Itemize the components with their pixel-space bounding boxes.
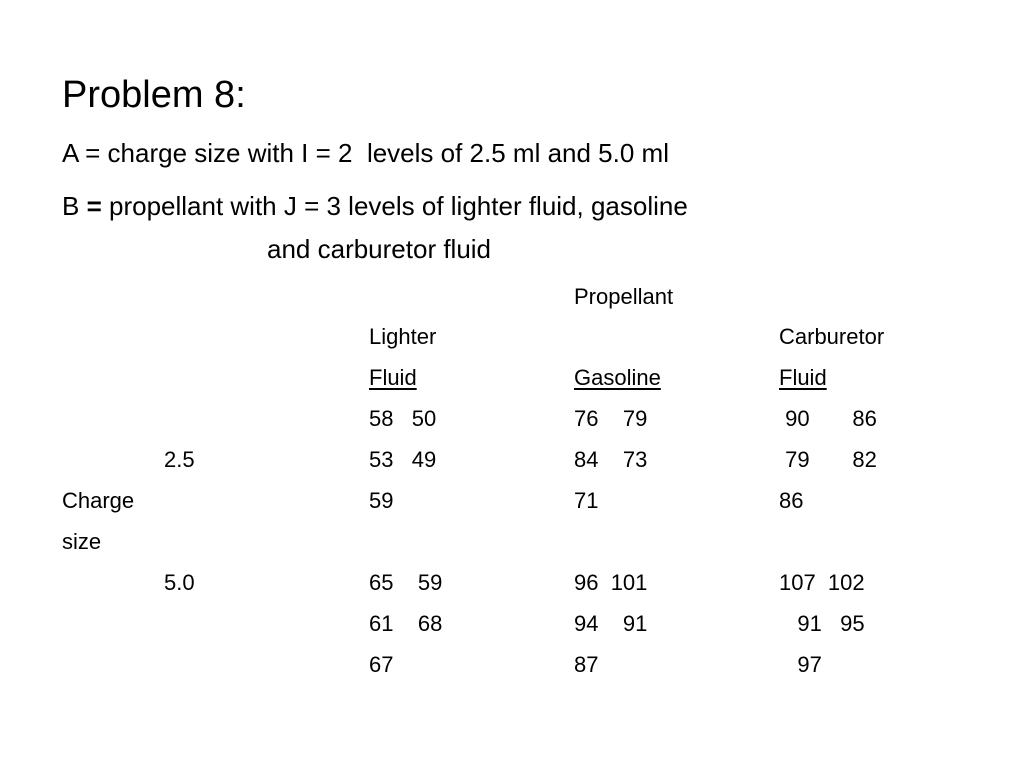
column-group-header: Propellant xyxy=(574,284,674,309)
cell-2.5-lighter-2: 53 49 xyxy=(369,447,437,472)
cell-5.0-gasoline-3: 87 xyxy=(574,652,599,677)
row-label-2.5: 2.5 xyxy=(164,447,195,472)
cell-2.5-carburetor-2: 79 82 xyxy=(779,447,877,472)
row-group-header-line1: Charge xyxy=(62,488,135,513)
factor-a-description: A = charge size with I = 2 levels of 2.5 ml and 5.0 ml xyxy=(62,138,669,168)
cell-5.0-lighter-3: 67 xyxy=(369,652,394,677)
cell-5.0-gasoline-2: 94 91 xyxy=(574,611,648,636)
column-header-carburetor-line2: Fluid xyxy=(779,365,827,390)
row-group-header-line2: size xyxy=(62,529,102,554)
factor-b-text: propellant with J = 3 levels of lighter fluid, gasoline xyxy=(101,191,688,221)
cell-2.5-gasoline-3: 71 xyxy=(574,488,599,513)
factor-b-continuation: and carburetor fluid xyxy=(267,234,492,264)
cell-2.5-carburetor-3: 86 xyxy=(779,488,804,513)
factor-b-prefix: B xyxy=(62,191,87,221)
row-label-5.0: 5.0 xyxy=(164,570,195,595)
cell-5.0-gasoline-1: 96 101 xyxy=(574,570,648,595)
factor-b-description xyxy=(62,193,688,219)
cell-5.0-carburetor-3: 97 xyxy=(779,652,822,677)
column-header-lighter-line2: Fluid xyxy=(369,365,417,390)
cell-5.0-carburetor-1: 107 102 xyxy=(779,570,865,595)
cell-5.0-lighter-2: 61 68 xyxy=(369,611,443,636)
column-header-carburetor-line1: Carburetor xyxy=(779,324,885,349)
cell-5.0-carburetor-2: 91 95 xyxy=(779,611,865,636)
column-header-gasoline: Gasoline xyxy=(574,365,661,390)
cell-2.5-gasoline-1: 76 79 xyxy=(574,406,648,431)
cell-2.5-carburetor-1: 90 86 xyxy=(779,406,877,431)
column-header-lighter-line1: Lighter xyxy=(369,324,437,349)
factor-b-equals: = xyxy=(86,191,102,221)
cell-2.5-lighter-1: 58 50 xyxy=(369,406,437,431)
slide-title: Problem 8: xyxy=(62,74,246,116)
cell-2.5-gasoline-2: 84 73 xyxy=(574,447,648,472)
cell-2.5-lighter-3: 59 xyxy=(369,488,394,513)
cell-5.0-lighter-1: 65 59 xyxy=(369,570,443,595)
